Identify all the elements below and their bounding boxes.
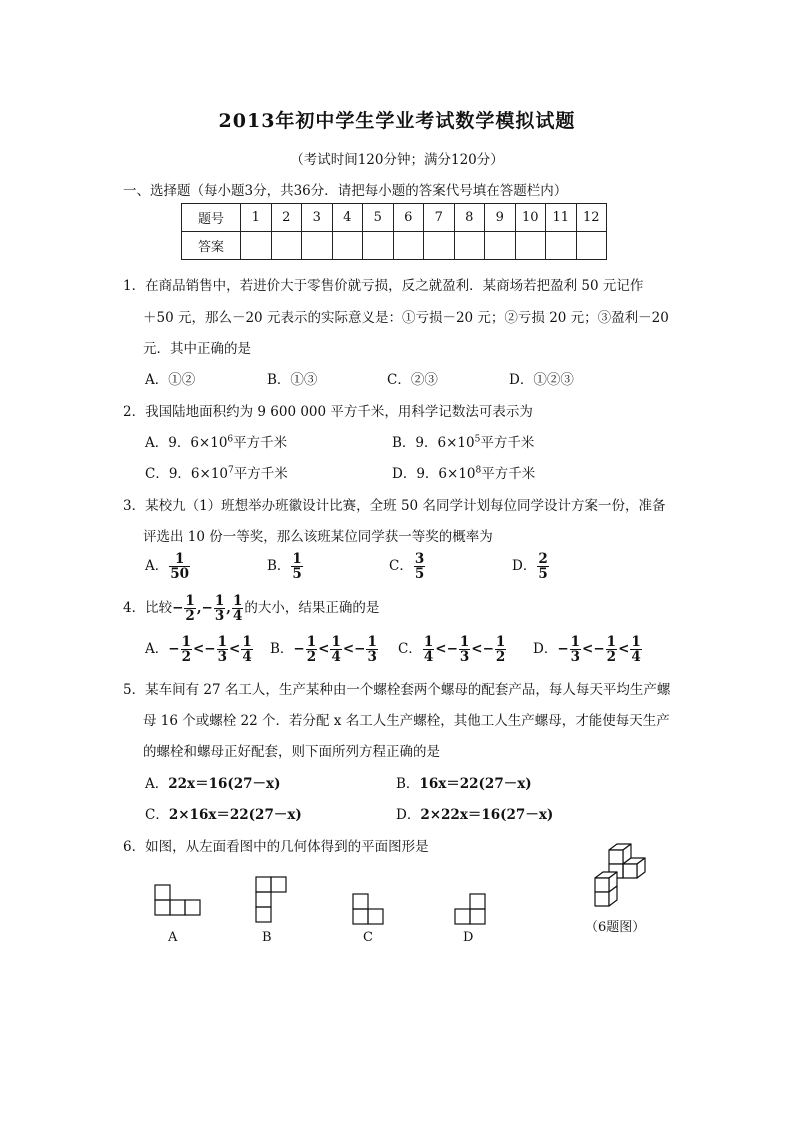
q5-stem-line2: 母 16 个或螺栓 22 个．若分配 x 名工人生产螺栓，其他工人生产螺母，才能使每天生产	[143, 713, 670, 729]
question-number: 6	[393, 204, 424, 232]
row-header-answer: 答案	[182, 232, 241, 260]
exam-info: （考试时间120分钟；满分120分）	[290, 152, 504, 168]
answer-table	[181, 203, 607, 260]
answer-cell[interactable]	[302, 232, 333, 260]
q4-stem: 4．比较− $\frac{1}{2}$ ,− $\frac{1}{3}$ , $\frac{1}{4}$ 的大小，结果正确的是	[123, 593, 380, 625]
answer-cell[interactable]	[332, 232, 363, 260]
q1-stem-line3: 元．其中正确的是	[143, 341, 251, 357]
question-number: 1	[241, 204, 272, 232]
section-heading: 一、选择题（每小题3分，共36分．请把每小题的答案代号填在答题栏内）	[123, 183, 568, 199]
q6-choice-a-figure	[154, 884, 202, 918]
q3-stem-line2: 评选出 10 份一等奖，那么该班某位同学获一等奖的概率为	[143, 529, 493, 545]
q4-option-d: D．− $\frac{1}{3}$ <− $\frac{1}{2}$ < $\frac{1}{4}$	[533, 634, 641, 666]
page-title: 2013年初中学生学业考试数学模拟试题	[218, 110, 576, 132]
q4-option-a: A．− $\frac{1}{2}$ <− $\frac{1}{3}$ < $\frac{1}{4}$	[145, 634, 252, 666]
answer-cell[interactable]	[393, 232, 424, 260]
q5-option-d: D．2×22x＝16(27－x)	[396, 807, 554, 823]
answer-cell[interactable]	[515, 232, 546, 260]
q5-stem-line3: 的螺栓和螺母正好配套，则下面所列方程正确的是	[143, 744, 440, 760]
q6-solid-figure	[582, 842, 652, 914]
question-number: 12	[576, 204, 607, 232]
q6-choice-d-label: D	[463, 930, 474, 945]
answer-cell[interactable]	[546, 232, 577, 260]
question-number: 3	[302, 204, 333, 232]
table-row	[182, 204, 607, 232]
q2-option-d: D．9．$6\times 10^8$平方千米	[392, 465, 536, 482]
answer-cell[interactable]	[363, 232, 394, 260]
q6-choice-b-label: B	[262, 930, 272, 945]
question-number: 9	[485, 204, 516, 232]
q4-option-b: B．− $\frac{1}{2}$ < $\frac{1}{4}$ <− $\frac{1}{3}$	[270, 634, 377, 666]
q1-option-c: C．②③	[387, 372, 438, 388]
q1-stem-line2: ＋50 元，那么－20 元表示的实际意义是：①亏损－20 元；②亏损 20 元；③盈利－20	[143, 310, 669, 326]
q1-option-b: B．①③	[267, 372, 318, 388]
q6-choice-c-figure	[352, 893, 386, 927]
answer-cell[interactable]	[271, 232, 302, 260]
q2-option-b: B．9．$6\times 10^5$平方千米	[392, 434, 535, 451]
answer-cell[interactable]	[485, 232, 516, 260]
q2-option-a: A．9．$6\times 10^6$平方千米	[145, 434, 288, 451]
question-number: 2	[271, 204, 302, 232]
question-number: 11	[546, 204, 577, 232]
q3-option-a: A． $\frac{1}{50}$	[145, 551, 190, 583]
q1-option-a: A．①②	[145, 372, 196, 388]
q2-option-c: C．9．$6\times 10^7$平方千米	[145, 465, 288, 482]
q1-stem-line1: 1．在商品销售中，若进价大于零售价就亏损，反之就盈利．某商场若把盈利 50 元记作	[123, 278, 644, 294]
answer-cell[interactable]	[576, 232, 607, 260]
q6-choice-a-label: A	[168, 930, 178, 945]
q4-option-c: C． $\frac{1}{4}$ <− $\frac{1}{3}$ <− $\frac{1}{2}$	[398, 634, 506, 666]
question-number: 7	[424, 204, 455, 232]
q5-stem-line1: 5．某车间有 27 名工人，生产某种由一个螺栓套两个螺母的配套产品，每人每天平均生产螺	[123, 682, 671, 698]
q1-option-d: D．①②③	[509, 372, 574, 388]
q6-choice-c-label: C	[363, 930, 373, 945]
q3-stem-line1: 3．某校九（1）班想举办班徽设计比赛，全班 50 名同学计划每位同学设计方案一份，准备	[123, 498, 666, 514]
q2-stem: 2．我国陆地面积约为 9 600 000 平方千米，用科学记数法可表示为	[123, 404, 533, 420]
q5-option-a: A．22x＝16(27－x)	[145, 776, 281, 792]
row-header-number: 题号	[182, 204, 241, 232]
q3-option-b: B． $\frac{1}{5}$	[267, 551, 302, 583]
q6-figure-caption: （6题图）	[585, 920, 646, 935]
q3-option-d: D． $\frac{2}{5}$	[512, 551, 548, 583]
question-number: 5	[363, 204, 394, 232]
q5-option-b: B．16x＝22(27－x)	[396, 776, 532, 792]
q5-option-c: C．2×16x＝22(27－x)	[145, 807, 302, 823]
q3-option-c: C． $\frac{3}{5}$	[389, 551, 425, 583]
question-number: 8	[454, 204, 485, 232]
table-row	[182, 232, 607, 260]
question-number: 4	[332, 204, 363, 232]
q6-stem: 6．如图，从左面看图中的几何体得到的平面图形是	[123, 839, 429, 855]
answer-cell[interactable]	[454, 232, 485, 260]
q6-choice-b-figure	[255, 876, 289, 924]
q6-choice-d-figure	[454, 893, 488, 927]
answer-cell[interactable]	[241, 232, 272, 260]
question-number: 10	[515, 204, 546, 232]
answer-cell[interactable]	[424, 232, 455, 260]
